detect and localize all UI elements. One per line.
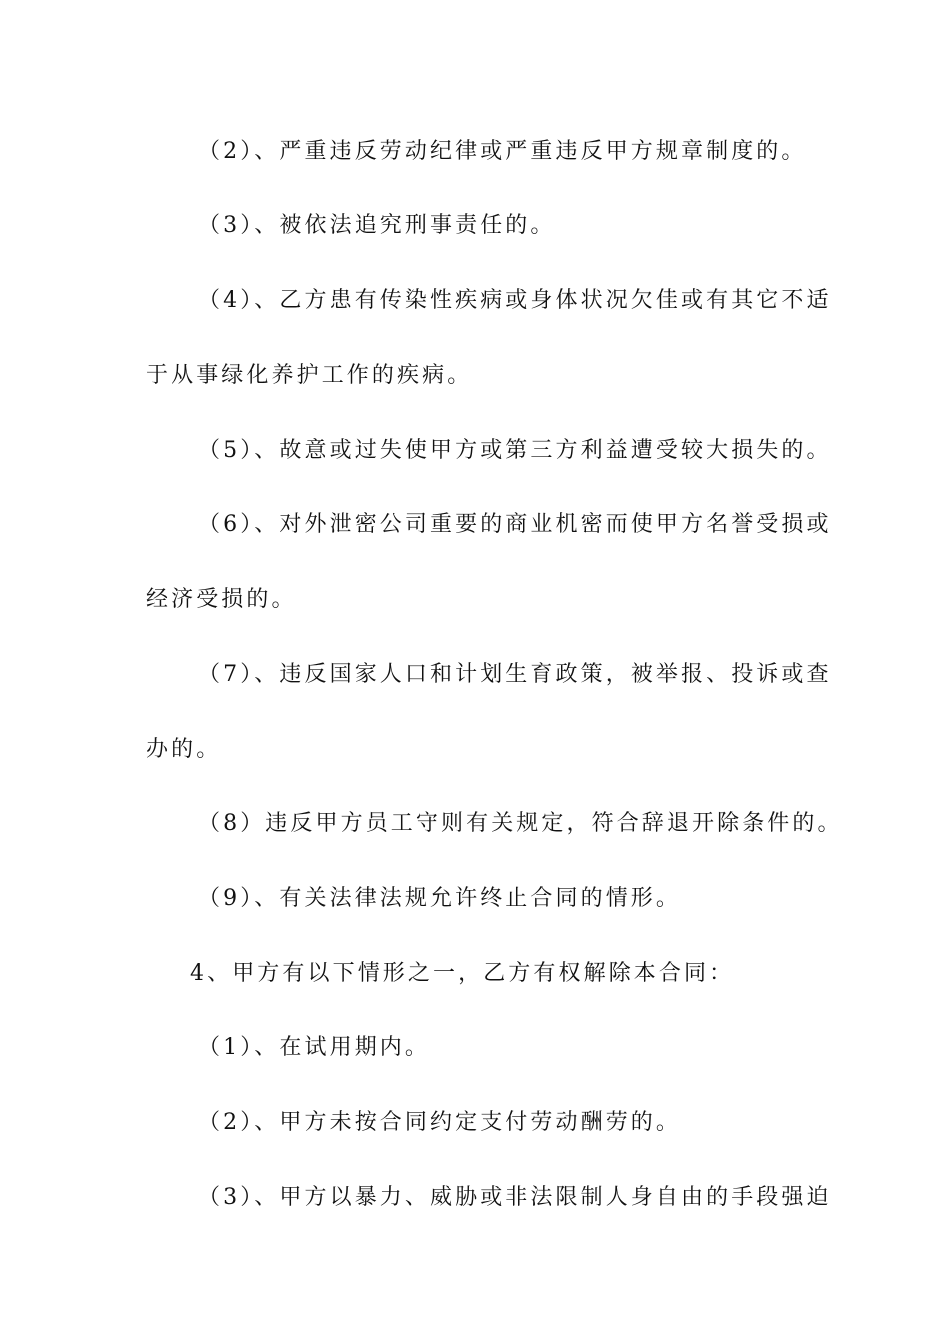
clause-line-4-1-cont: 于从事绿化养护工作的疾病。: [146, 363, 473, 388]
clause-line-8-1: （8）违反甲方员工守则有关规定，符合辞退开除条件的。: [198, 811, 843, 836]
clause-line-3-1: （3）、被依法追究刑事责任的。: [198, 213, 556, 238]
clause-line-9-1: （9）、有关法律法规允许终止合同的情形。: [198, 886, 681, 911]
section-4-heading: 4、甲方有以下情形之一，乙方有权解除本合同：: [190, 961, 735, 986]
clause-line-2-4: （2）、甲方未按合同约定支付劳动酬劳的。: [198, 1110, 681, 1135]
clause-line-4-1: （4）、乙方患有传染性疾病或身体状况欠佳或有其它不适: [198, 288, 832, 313]
clause-line-3-4: （3）、甲方以暴力、威胁或非法限制人身自由的手段强迫: [198, 1185, 832, 1210]
clause-line-7-1: （7）、违反国家人口和计划生育政策，被举报、投诉或查: [198, 662, 832, 687]
clause-line-1-4: （1）、在试用期内。: [198, 1035, 430, 1060]
clause-line-7-1-cont: 办的。: [146, 737, 222, 762]
clause-line-6-1: （6）、对外泄密公司重要的商业机密而使甲方名誉受损或: [198, 512, 832, 537]
clause-line-2-1: （2）、严重违反劳动纪律或严重违反甲方规章制度的。: [198, 139, 807, 164]
clause-line-5-1: （5）、故意或过失使甲方或第三方利益遭受较大损失的。: [198, 438, 832, 463]
clause-line-6-1-cont: 经济受损的。: [146, 587, 297, 612]
